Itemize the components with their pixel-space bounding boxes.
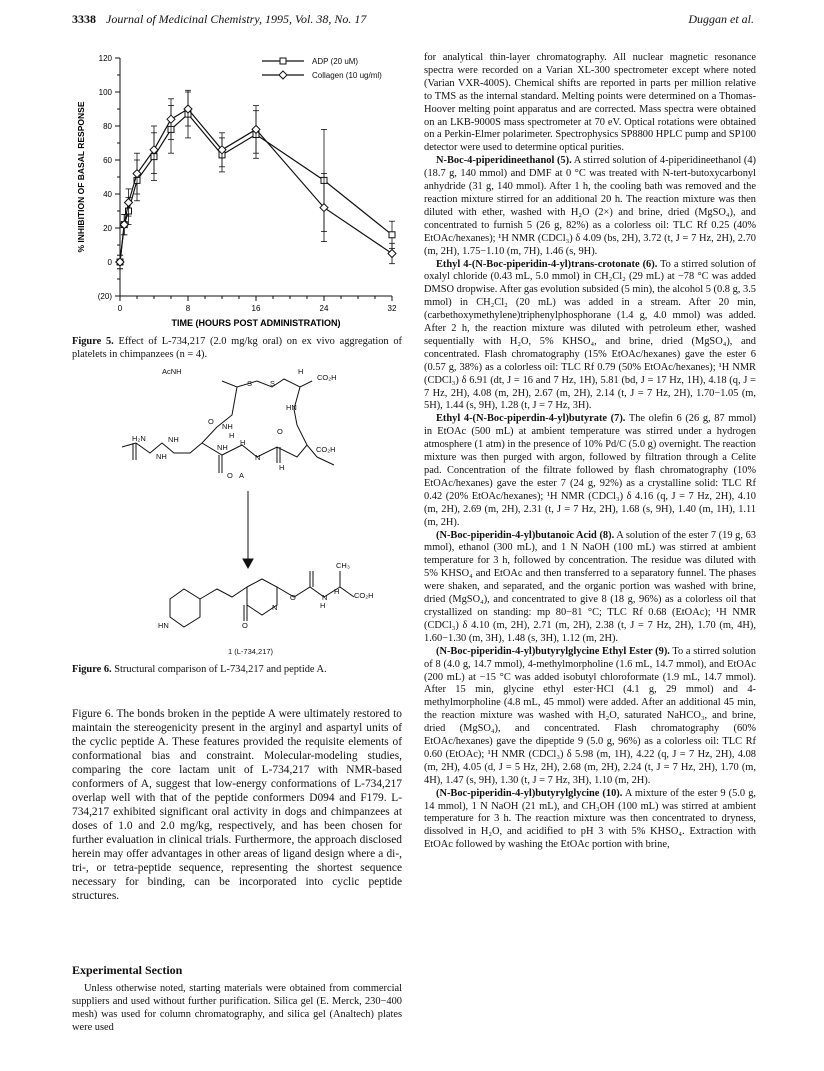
y-tick-label: 0 [107,258,112,267]
label-o3: O [227,471,233,480]
label-n3: N [322,593,328,602]
label-nh1: NH [222,422,233,431]
label-nh2: NH [217,443,228,452]
right-column [424,52,756,852]
label-o5: O [290,593,296,602]
label-s1: S [247,379,253,388]
para-6: (N-Boc-piperidin-4-yl)butyrylglycine (10). A mixture of the ester 9 (5.0 g, 14 mmol), 1 N NaOH (21 mL), and CH₃OH (100 mL) was stirred at ambient temperature for 3 h. The reaction mixture was then concentrated to dryness, dissolved in H₂O, and acidified to pH 3 with 5% KHSO₄. Extraction with EtOAc followed by washing the EtOAc portion with brine, [424,787,756,851]
journal-citation: Journal of Medicinal Chemistry, 1995, Vol. 38, No. 17 [106,12,367,26]
y-tick-label: 120 [98,54,112,63]
data-point-diamond [388,250,396,258]
para-4: (N-Boc-piperidin-4-yl)butanoic Acid (8). A solution of the ester 7 (19 g, 63 mmol), ethanol (300 mL), and 1 N NaOH (100 mL) was stirred at ambient temperature for 3 h, followed by concentration. The residue was diluted with 5% KHSO₄ and EtOAc and then transferred to a separatory funnel. The phases were shaken, and separated, and the organic portion was washed with brine, dried (MgSO₄), and concentrated to give 8 (18 g, 96%) as a colorless oil that crystallized on standing: mp 80−81 °C; TLC Rf 0.68 (EtOAc); ¹H NMR (CDCl₃) δ 4.10 (m, 2H), 2.71 (m, 2H), 2.38 (t, J = 7 Hz, 2H), 1.70 (m, 4H), 1.60−1.30 (m, 3H), 1.48 (s, 3H), 1.12 (m, 2H). [424,529,756,644]
label-hn2: HN [158,621,169,630]
experimental-intro: Unless otherwise noted, starting materials were obtained from commercial suppliers and used without further purification. Silica gel (E. Merck, 230−400 mesh) was used for column chromatography, and silica gel (Analtech) plates were used [72,983,402,1033]
para-2: Ethyl 4-(N-Boc-piperidin-4-yl)trans-crotonate (6). To a stirred solution of oxalyl chloride (0.43 mL, 5.0 mmol) in CH₂Cl₂ (29 mL) at −78 °C was added DMSO dropwise. After gas evolution subsided (5 min), the alcohol 5 (0.8 g, 3.5 mmol) in CH₂Cl₂ (20 mL) was added in a stream. After 20 min, (carbethoxymethylene)triphenylphosphorane (1.4 g, 4.0 mmol) was added. After 2 h, the reaction mixture was diluted with petroleum ether, washed sequentially with H₂O, 5% KHSO₄, and brine, dried (MgSO₄), and concentrated. Flash chromatography (15% EtOAc/hexanes) gave the ester 6 (0.57 g, 38%) as a colorless oil: TLC Rf 0.79 (50% EtOAc/hexanes); ¹H NMR (CDCl₃) δ 6.91 (dt, J = 16 and 7 Hz, 1H), 5.81 (bd, J = 17 Hz, 1H), 4.18 (q, J = 7 Hz, 2H), 4.08 (m, 2H), 2.67 (m, 2H), 2.14 (t, J = 7 Hz, 2H), 1.70−1.05 (m, 5H), 1.44 (s, 9H), 1.28 (t, J = 7 Hz, 3H). [424,258,756,412]
legend-entry-adp: ADP (20 uM) [312,57,359,66]
label-acnh: AcNH [162,367,182,376]
label-hn1: HN [286,403,297,412]
figure6-caption: Figure 6. Structural comparison of L-734,217 and peptide A. [72,664,327,675]
section-heading: Experimental Section [72,963,183,977]
running-header [72,12,754,32]
label-h3: H [240,438,246,447]
compound-1-label: 1 (L-734,217) [228,647,274,656]
y-tick-label: 100 [98,88,112,97]
label-n1: N [255,453,261,462]
y-tick-label: (20) [97,292,112,301]
data-point-diamond [167,115,175,123]
label-o4: O [242,621,248,630]
discussion-paragraph: Figure 6. The bonds broken in the peptide A were ultimately restored to maintain the stereogenicity present in the arginyl and aspartyl units of the cyclic peptide A. These features provided the requisite elements of conformational bias and constraint. Molecular-modeling studies, comparing the core lactam unit of L-734,217 with NMR-based conformers of A, suggest that low-energy conformations of L-734,217 overlap well with that of the peptide conformers D094 and F179. L-734,217 exhibited significant oral activity in dogs and chimpanzees at doses of 1.0 and 2.0 mg/kg, respectively, and has been chosen for further evaluation in clinical trials. Furthermore, the approach disclosed herein may offer advantages in other areas of ligand design where a di-, tri-, or tetra-peptide sequence, representing the shortest sequence necessary for binding, can be incorporated into cyclic peptide structures. [72,708,402,902]
label-h2: H [229,431,235,440]
label-nh3: NH [168,435,179,444]
data-point-square [389,232,395,238]
legend-marker-square [280,58,286,64]
label-h6: H [334,587,340,596]
label-o2: O [277,427,283,436]
label-ch3: CH₃ [336,561,350,570]
label-s2: S [270,379,276,388]
y-tick-label: 60 [103,156,112,165]
peptide-a-label: A [239,471,245,480]
label-h4: H [279,463,285,472]
legend-entry-collagen: Collagen (10 ug/ml) [312,71,382,80]
para-1: N-Boc-4-piperidineethanol (5). A stirred solution of 4-piperidineethanol (4) (18.7 g, 140 mmol) and DMF at 0 °C was treated with N-tert-butoxycarbonyl anhydride (31 g, 140 mmol). After 1 h, the cooling bath was removed and the reaction mixture stirred for an additional 20 h. The reaction mixture was then diluted with ether, washed with H₂O (2×) and brine, dried (MgSO₄), and concentrated to furnish 5 (26 g, 82%) as a colorless oil: TLC Rf 0.25 (40% EtOAc/hexanes); ¹H NMR (CDCl₃) δ 4.09 (bs, 2H), 3.72 (t, J = 7 Hz, 2H), 2.70 (m, 2H), 1.75−1.10 (m, 7H), 1.46 (s, 9H). [424,155,756,257]
page-number: 3338 [72,12,96,26]
label-h2n: H₂N [132,434,146,443]
label-h1: H [298,367,304,376]
label-h5: H [320,601,326,610]
para-3: Ethyl 4-(N-Boc-piperdin-4-yl)butyrate (7). The olefin 6 (26 g, 87 mmol) in EtOAc (500 mL) at ambient temperature was stirred under a hydrogen atmosphere (1 atm) in the presence of 10% Pd/C (5.0 g) overnight. The reaction mixture was then purged with argon, followed by filtration through a Celite pad. Concentration of the filtrate followed by flash chromatography (10% EtOAc/hexanes) gave the ester 7 (24 g, 92%) as a crystalline solid: TLC Rf 0.42 (20% EtOAc/hexanes); ¹H NMR (CDCl₃) δ 4.16 (q, J = 7 Hz, 2H), 4.10 (m, 2H), 2.69 (m, 2H), 2.31 (t, J = 7 Hz, 2H), 1.68 (s, 9H), 1.40 (m, 1H), 1.11 (m, 2H). [424,413,756,528]
figure5-caption: Figure 5. Effect of L-734,217 (2.0 mg/kg oral) on ex vivo aggregation of platelets in chimpanzees (n = 4). [72,336,402,360]
figure5-chart [72,50,402,332]
legend-marker-diamond [279,71,287,79]
x-tick-label: 32 [387,304,397,313]
y-tick-label: 80 [103,122,112,131]
x-tick-label: 8 [185,304,191,313]
x-tick-label: 16 [251,304,261,313]
x-axis-title: TIME (HOURS POST ADMINISTRATION) [171,318,341,328]
x-tick-label: 0 [117,304,123,313]
label-co2h-3: CO₂H [354,591,374,600]
para-0: for analytical thin-layer chromatography. All nuclear magnetic resonance spectra were recorded on a Varian XL-300 spectrometer except where noted (Varian VXR-400S). Chemical shifts are reported in parts per million relative to TMS as the internal standard. Melting points were determined on a Thomas-Hoover melting point apparatus and are corrected. Mass spectra were obtained on an LKB-9000S mass spectrometer at 70 eV. Optical rotations were obtained on a Perkin-Elmer polarimeter. Spectrophysics SP8800 HPLC pump and SP100 detector were used to determine optical purities. [424,52,756,154]
y-axis-title: % INHIBITION OF BASAL RESPONSE [76,101,86,253]
y-tick-label: 20 [103,224,112,233]
y-tick-label: 40 [103,190,112,199]
label-nh4: NH [156,452,167,461]
header-authors: Duggan et al. [688,12,754,26]
label-co2h-2: CO₂H [316,445,336,454]
x-tick-label: 24 [319,304,329,313]
experimental-section [72,963,402,1035]
chart-legend [312,57,382,85]
figure6-structures [72,365,402,665]
para-5: (N-Boc-piperidin-4-yl)butyrylglycine Ethyl Ester (9). To a stirred solution of 8 (4.0 g, 14.7 mmol), 4-methylmorpholine (1.6 mL, 14.7 mmol), and EtOAc (200 mL) at −15 °C was added isobutyl chloroformate (1.9 mL, 14.7 mmol). After 15 min, glycine ethyl ester·HCl (4.1 g, 29 mmol) and 4-methylmorpholine (4.8 mL, 45 mmol) were added. After an additional 45 min, the reaction mixture was washed with H₂O, saturated NaHCO₃, and brine, dried (MgSO₄), and concentrated. Flash chromatography (60% EtOAc/hexanes) gave the dipeptide 9 (5.0 g, 96%) as a colorless oil: TLC Rf 0.60 (EtOAc); ¹H NMR (CDCl₃) δ 5.98 (m, 1H), 4.22 (q, J = 7 Hz, 2H), 4.08 (m, 2H), 4.05 (d, J = 5 Hz, 2H), 2.68 (m, 2H), 2.24 (t, J = 7 Hz, 2H), 1.70 (m, 4H), 1.47 (s, 9H), 1.30 (t, J = 7 Hz, 3H), 1.10 (m, 2H). [424,645,756,786]
structure-drawing [72,365,402,665]
label-n2: N [272,603,278,612]
label-o1: O [208,417,214,426]
label-co2h-1: CO₂H [317,373,337,382]
